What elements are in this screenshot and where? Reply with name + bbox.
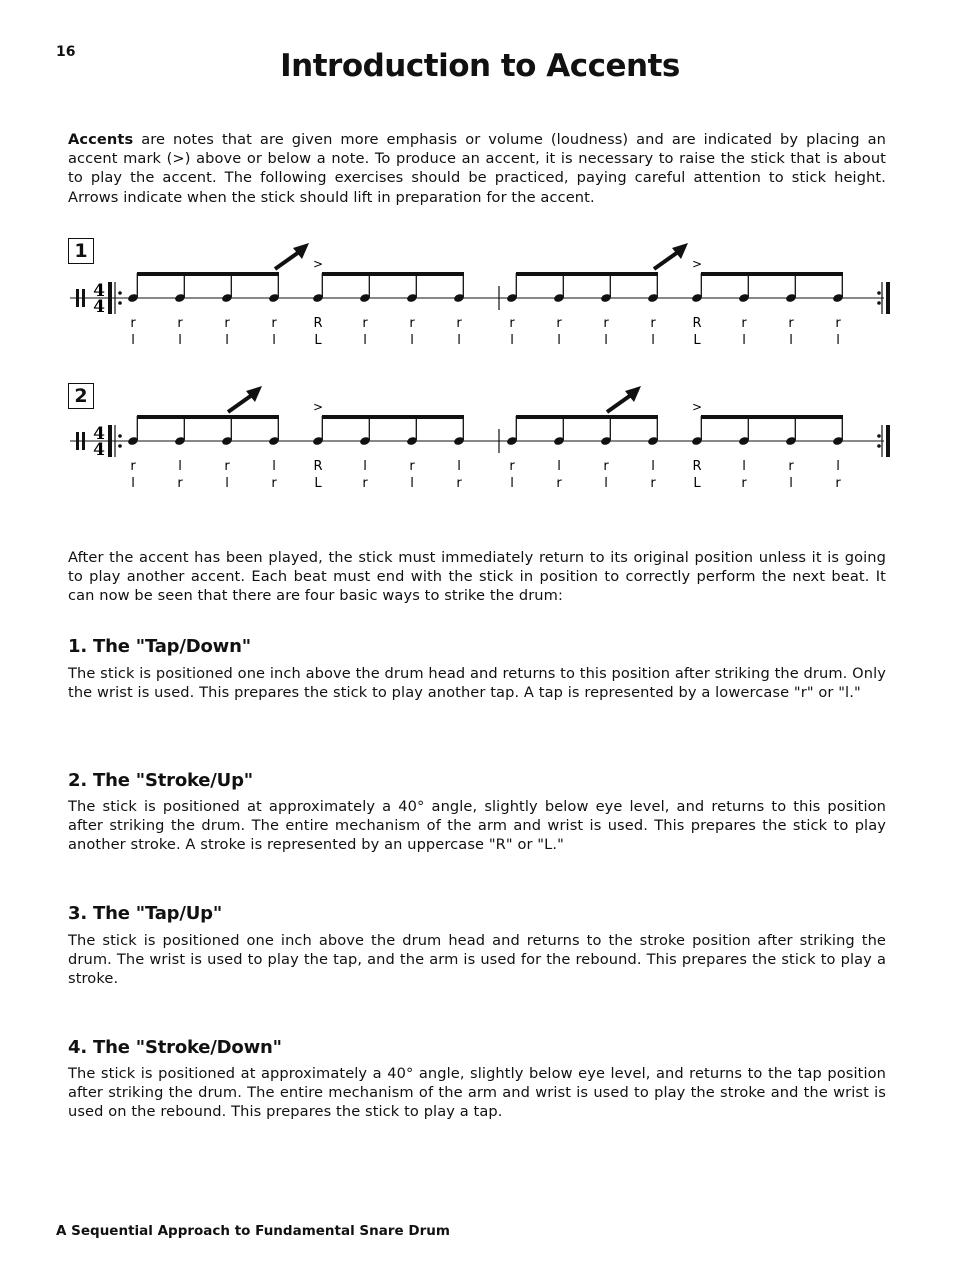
exercise-1-number: 1 xyxy=(68,238,94,264)
hand-label: l xyxy=(225,476,229,491)
sticking-label: r xyxy=(177,316,183,331)
beam xyxy=(701,415,843,419)
sticking-label: r xyxy=(224,459,230,474)
percussion-clef xyxy=(82,432,85,450)
sticking-label: r xyxy=(409,316,415,331)
sticking-label: r xyxy=(788,459,794,474)
accent-mark: > xyxy=(312,257,324,271)
beam xyxy=(137,415,279,419)
repeat-dot xyxy=(118,444,122,448)
sticking-label: r xyxy=(835,316,841,331)
hand-label: L xyxy=(693,476,701,491)
sticking-label: r xyxy=(788,316,794,331)
hand-label: r xyxy=(741,476,747,491)
exercise-2-staff xyxy=(0,0,960,510)
hand-label: l xyxy=(557,333,561,348)
hand-label: l xyxy=(651,333,655,348)
stroke-3-heading: 3. The "Tap/Up" xyxy=(68,903,223,924)
accent-mark: > xyxy=(691,400,703,414)
repeat-dot xyxy=(877,444,881,448)
sticking-label: l xyxy=(836,459,840,474)
intro-term: Accents xyxy=(68,131,134,148)
hand-label: l xyxy=(225,333,229,348)
hand-label: l xyxy=(410,476,414,491)
sticking-label: l xyxy=(272,459,276,474)
time-signature-top: 4 xyxy=(93,281,105,301)
stroke-1-heading: 1. The "Tap/Down" xyxy=(68,636,251,657)
sticking-label: l xyxy=(178,459,182,474)
sticking-label: l xyxy=(742,459,746,474)
sticking-label: l xyxy=(557,459,561,474)
hand-label: l xyxy=(510,333,514,348)
hand-label: r xyxy=(556,476,562,491)
hand-label: r xyxy=(177,476,183,491)
sticking-label: r xyxy=(456,316,462,331)
sticking-label: R xyxy=(692,459,702,474)
hand-label: L xyxy=(314,333,322,348)
time-signature-bottom: 4 xyxy=(93,297,105,317)
percussion-clef xyxy=(76,432,79,450)
hand-label: l xyxy=(457,333,461,348)
sticking-label: r xyxy=(603,316,609,331)
repeat-dot xyxy=(877,434,881,438)
sticking-label: R xyxy=(313,316,323,331)
hand-label: r xyxy=(650,476,656,491)
hand-label: l xyxy=(742,333,746,348)
beam xyxy=(322,415,464,419)
sticking-label: l xyxy=(651,459,655,474)
repeat-dot xyxy=(118,434,122,438)
hand-label: L xyxy=(693,333,701,348)
hand-label: l xyxy=(131,333,135,348)
sticking-label: r xyxy=(130,459,136,474)
sticking-label: r xyxy=(362,316,368,331)
sticking-label: r xyxy=(224,316,230,331)
hand-label: l xyxy=(410,333,414,348)
sticking-label: l xyxy=(457,459,461,474)
accent-mark: > xyxy=(691,257,703,271)
hand-label: l xyxy=(363,333,367,348)
hand-label: r xyxy=(835,476,841,491)
sticking-label: r xyxy=(271,316,277,331)
sticking-label: r xyxy=(741,316,747,331)
hand-label: L xyxy=(314,476,322,491)
hand-label: l xyxy=(836,333,840,348)
hand-label: l xyxy=(272,333,276,348)
hand-label: l xyxy=(510,476,514,491)
stroke-2-text: The stick is positioned at approximately a 40° angle, slightly below eye level, and returns to this position after striking the drum. The entire mechanism of the arm and wrist is used. This prepares the stick to play another stroke. A stroke is represented by an uppercase "R" or "L." xyxy=(68,798,886,854)
lift-arrow-icon xyxy=(607,395,631,412)
hand-label: l xyxy=(131,476,135,491)
sticking-label: R xyxy=(692,316,702,331)
stroke-1-text: The stick is positioned one inch above the drum head and returns to this position after striking the drum. Only the wrist is used. This prepares the stick to play another tap. A tap is represented by a lowercase "r" or "l." xyxy=(68,665,886,702)
sticking-label: l xyxy=(363,459,367,474)
time-signature-top: 4 xyxy=(93,424,105,444)
hand-label: r xyxy=(271,476,277,491)
hand-label: l xyxy=(604,476,608,491)
accent-mark: > xyxy=(312,400,324,414)
sticking-label: r xyxy=(603,459,609,474)
hand-label: l xyxy=(789,476,793,491)
repeat-end-thick-bar xyxy=(886,425,890,457)
exercise-2-number: 2 xyxy=(68,383,94,409)
sticking-label: r xyxy=(509,316,515,331)
hand-label: r xyxy=(362,476,368,491)
hand-label: l xyxy=(604,333,608,348)
sticking-label: R xyxy=(313,459,323,474)
repeat-start-thick-bar xyxy=(108,425,112,457)
sticking-label: r xyxy=(130,316,136,331)
stroke-3-text: The stick is positioned one inch above the drum head and returns to the stroke position after striking the drum. The wrist is used to play the tap, and the arm is used for the rebound. This prepares the stick to play a stroke. xyxy=(68,932,886,988)
time-signature-bottom: 4 xyxy=(93,440,105,460)
stroke-4-text: The stick is positioned at approximately a 40° angle, slightly below eye level, and returns to the tap position after striking the drum. The entire mechanism of the arm and wrist is used to play the stroke and the wrist is used on the rebound. This prepares the stick to play a tap. xyxy=(68,1065,886,1121)
hand-label: l xyxy=(789,333,793,348)
intro-text: are notes that are given more emphasis or volume (loudness) and are indicated by placing an accent mark (>) above or below a note. To produce an accent, it is necessary to raise the stick that is about to play the accent. The following exercises should be practiced, paying careful attention to stick height. Arrows indicate when the stick should lift in preparation for the accent. xyxy=(68,131,886,206)
sticking-label: r xyxy=(650,316,656,331)
beam xyxy=(516,415,658,419)
hand-label: r xyxy=(456,476,462,491)
stroke-4-heading: 4. The "Stroke/Down" xyxy=(68,1037,282,1058)
sticking-label: r xyxy=(556,316,562,331)
after-accent-paragraph: After the accent has been played, the stick must immediately return to its original position unless it is going to play another accent. Each beat must end with the stick in position to correctly perform the next beat. It can now be seen that there are four basic ways to strike the drum: xyxy=(68,549,886,605)
sticking-label: r xyxy=(509,459,515,474)
hand-label: l xyxy=(178,333,182,348)
footer-book-title: A Sequential Approach to Fundamental Snare Drum xyxy=(56,1223,450,1239)
stroke-2-heading: 2. The "Stroke/Up" xyxy=(68,770,253,791)
lift-arrow-icon xyxy=(228,395,252,412)
page-number: 16 xyxy=(56,44,76,60)
page-title: Introduction to Accents xyxy=(280,48,680,84)
sticking-label: r xyxy=(409,459,415,474)
